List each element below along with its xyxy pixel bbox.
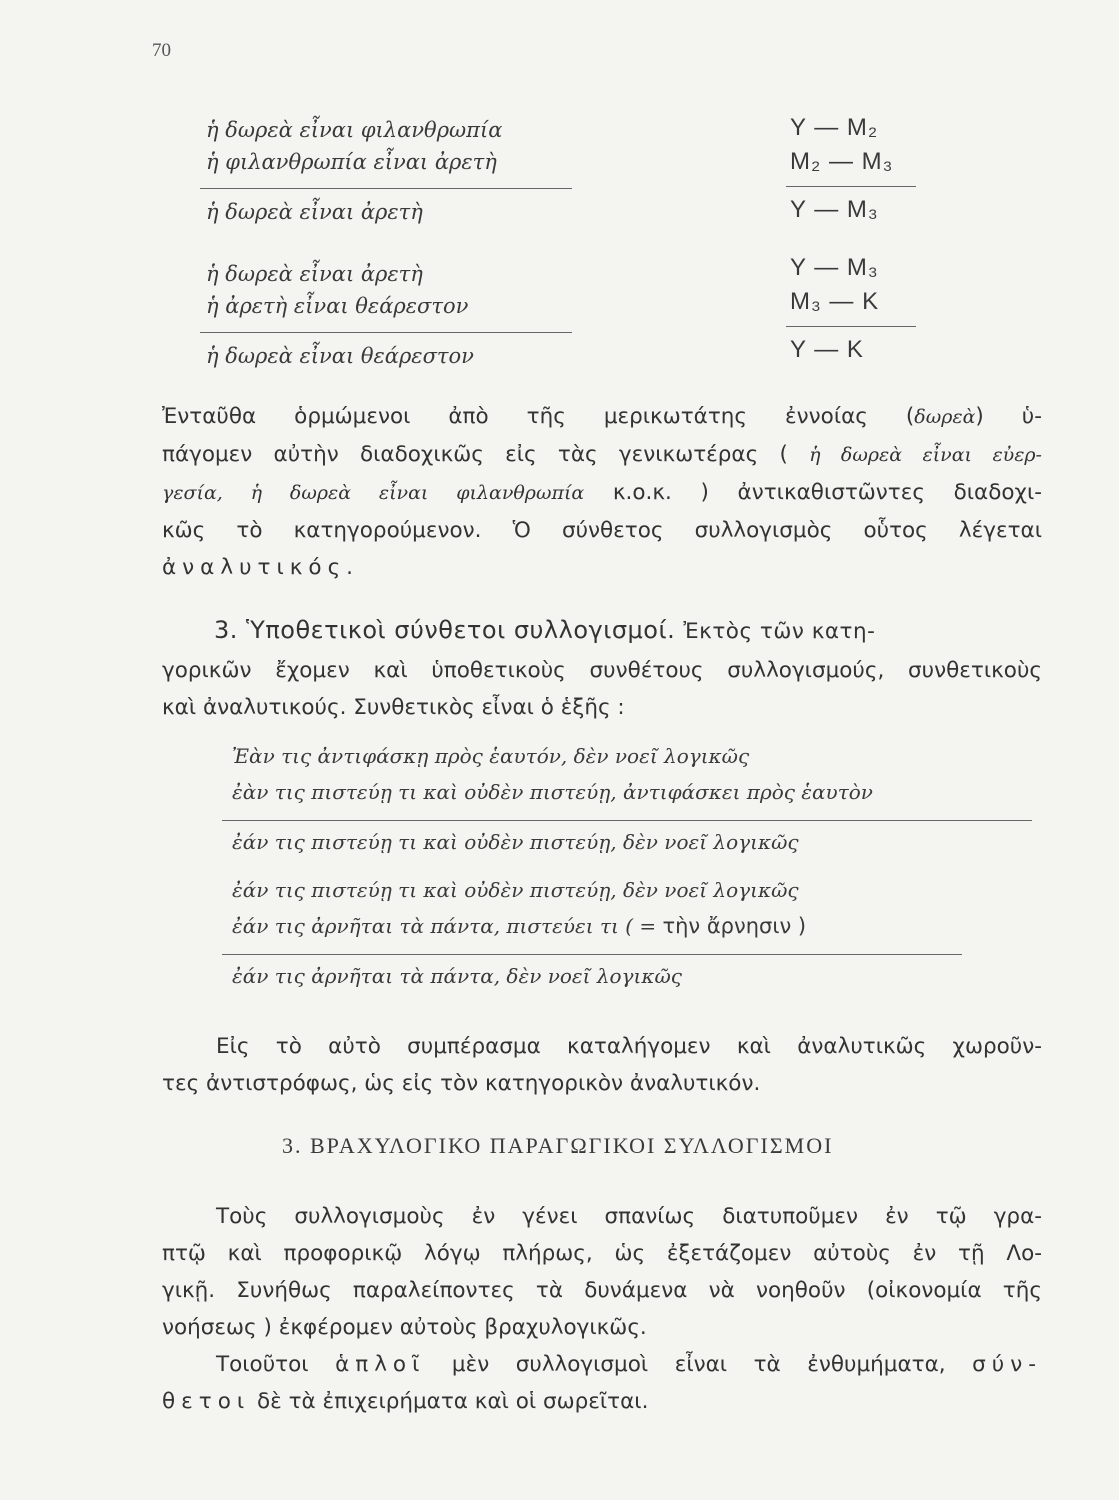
- syllogism2-symbol3: Y — K: [790, 336, 864, 363]
- section-title: 3. Ὑποθετικοὶ σύνθετοι συλλογισμοί.: [214, 616, 676, 644]
- syllogism1-premise1: ἡ δωρεὰ εἶναι φιλανθρωπία: [206, 118, 503, 142]
- syllogism2-rule: [200, 332, 572, 333]
- chapter-title: 3. ΒΡΑΧΥΛΟΓΙΚΟ ΠΑΡΑΓΩΓΙΚΟΙ ΣΥΛΛΟΓΙΣΜΟΙ: [282, 1133, 834, 1158]
- hyp2-rule: [222, 954, 962, 955]
- paragraph-analytic: [162, 398, 1042, 586]
- paragraph-line: θετοι δὲ τὰ ἐπιχειρήματα καὶ οἱ σωρεῖται.: [162, 1389, 649, 1414]
- paragraph-line: γικῇ. Συνήθως παραλείποντες τὰ δυνάμενα νὰ νοηθοῦν (οἰκονομία τῆς: [162, 1278, 1042, 1303]
- paragraph-conclusion-cont: [162, 1065, 1042, 1102]
- syllogism2-premise2: ἡ ἀρετὴ εἶναι θεάρεστον: [206, 294, 469, 318]
- syllogism2-symbol1: Y — M₃: [790, 254, 879, 281]
- paragraph-line: Τοιοῦτοι ἁπλοῖ μὲν συλλογισμοὶ εἶναι τὰ ἐνθυμήματα, σύν-: [216, 1352, 1042, 1377]
- term-analytic: ἀναλυτικός.: [162, 555, 360, 580]
- syllogism1-rule: [200, 188, 572, 189]
- paragraph-line: Τοὺς συλλογισμοὺς ἐν γένει σπανίως διατυποῦμεν ἐν τῷ γρα-: [216, 1204, 1042, 1229]
- page-number: 70: [152, 40, 171, 61]
- syllogism1-symbol1: Y — M₂: [790, 114, 879, 141]
- paragraph-line: Ἐνταῦθα ὁρμώμενοι ἀπὸ τῆς μερικωτάτης ἐννοίας (δωρεὰ) ὑ-: [162, 404, 1043, 429]
- hyp1-premise1: Ἐὰν τις ἀντιφάσκῃ πρὸς ἑαυτόν, δὲν νοεῖ λογικῶς: [232, 744, 750, 768]
- hyp1-premise2: ἐὰν τις πιστεύῃ τι καὶ οὐδὲν πιστεύῃ, ἀντιφάσκει πρὸς ἑαυτὸν: [232, 780, 873, 804]
- hyp2-premise2: ἐάν τις ἀρνῆται τὰ πάντα, πιστεύει τι ( = τὴν ἄρνησιν ): [232, 914, 807, 938]
- paragraph-line: νοήσεως ) ἐκφέρομεν αὐτοὺς βραχυλογικῶς.: [162, 1315, 647, 1340]
- paragraph-types-cont: [162, 1383, 1042, 1420]
- paragraph-line: τες ἀντιστρόφως, ὡς εἰς τὸν κατηγορικὸν ἀναλυτικόν.: [162, 1071, 761, 1096]
- paragraph-brachylogic: [216, 1198, 1042, 1235]
- paragraph-hypothetical: [162, 652, 1042, 726]
- hyp1-conclusion: ἐάν τις πιστεύῃ τι καὶ οὐδὲν πιστεύῃ, δὲν νοεῖ λογικῶς: [232, 830, 799, 854]
- syllogism1-symbol3: Y — M₃: [790, 196, 879, 223]
- syllogism1-premise2: ἡ φιλανθρωπία εἶναι ἀρετὴ: [206, 150, 497, 174]
- paragraph-line: καὶ ἀναλυτικούς. Συνθετικὸς εἶναι ὁ ἑξῆς :: [162, 695, 625, 720]
- paragraph-line: κῶς τὸ κατηγορούμενον. Ὁ σύνθετος συλλογισμὸς οὗτος λέγεται: [162, 518, 1042, 543]
- symbol1-rule: [786, 186, 916, 187]
- paragraph-types: [216, 1346, 1042, 1383]
- paragraph-line: πάγομεν αὐτὴν διαδοχικῶς εἰς τὰς γενικωτέρας ( ἡ δωρεὰ εἶναι εὐερ-: [162, 442, 1042, 467]
- section-text: Ἐκτὸς τῶν κατη-: [683, 619, 876, 644]
- syllogism2-premise1: ἡ δωρεὰ εἶναι ἀρετὴ: [206, 262, 423, 286]
- hyp2-premise1: ἐάν τις πιστεύῃ τι καὶ οὐδὲν πιστεύῃ, δὲν νοεῖ λογικῶς: [232, 878, 799, 902]
- paragraph-line: πτῷ καὶ προφορικῷ λόγῳ πλήρως, ὡς ἐξετάζομεν αὐτοὺς ἐν τῇ Λο-: [162, 1241, 1042, 1266]
- paragraph-brachylogic-cont: [162, 1235, 1042, 1346]
- paragraph-conclusion: [216, 1028, 1042, 1065]
- paragraph-line: γορικῶν ἔχομεν καὶ ὑποθετικοὺς συνθέτους συλλογισμούς, συνθετικοὺς: [162, 658, 1042, 683]
- hyp1-rule: [222, 820, 1032, 821]
- paragraph-line: γεσία, ἡ δωρεὰ εἶναι φιλανθρωπία κ.ο.κ. ) ἀντικαθιστῶντες διαδοχι-: [162, 480, 1042, 505]
- syllogism2-symbol2: M₃ — K: [790, 288, 880, 315]
- syllogism1-conclusion: ἡ δωρεὰ εἶναι ἀρετὴ: [206, 200, 423, 224]
- paragraph-line: Εἰς τὸ αὐτὸ συμπέρασμα καταλήγομεν καὶ ἀναλυτικῶς χωροῦν-: [216, 1034, 1042, 1059]
- hyp2-conclusion: ἐάν τις ἀρνῆται τὰ πάντα, δὲν νοεῖ λογικῶς: [232, 964, 682, 988]
- section-heading: [214, 616, 875, 644]
- symbol2-rule: [786, 326, 916, 327]
- syllogism2-conclusion: ἡ δωρεὰ εἶναι θεάρεστον: [206, 344, 474, 368]
- syllogism1-symbol2: M₂ — M₃: [790, 148, 894, 175]
